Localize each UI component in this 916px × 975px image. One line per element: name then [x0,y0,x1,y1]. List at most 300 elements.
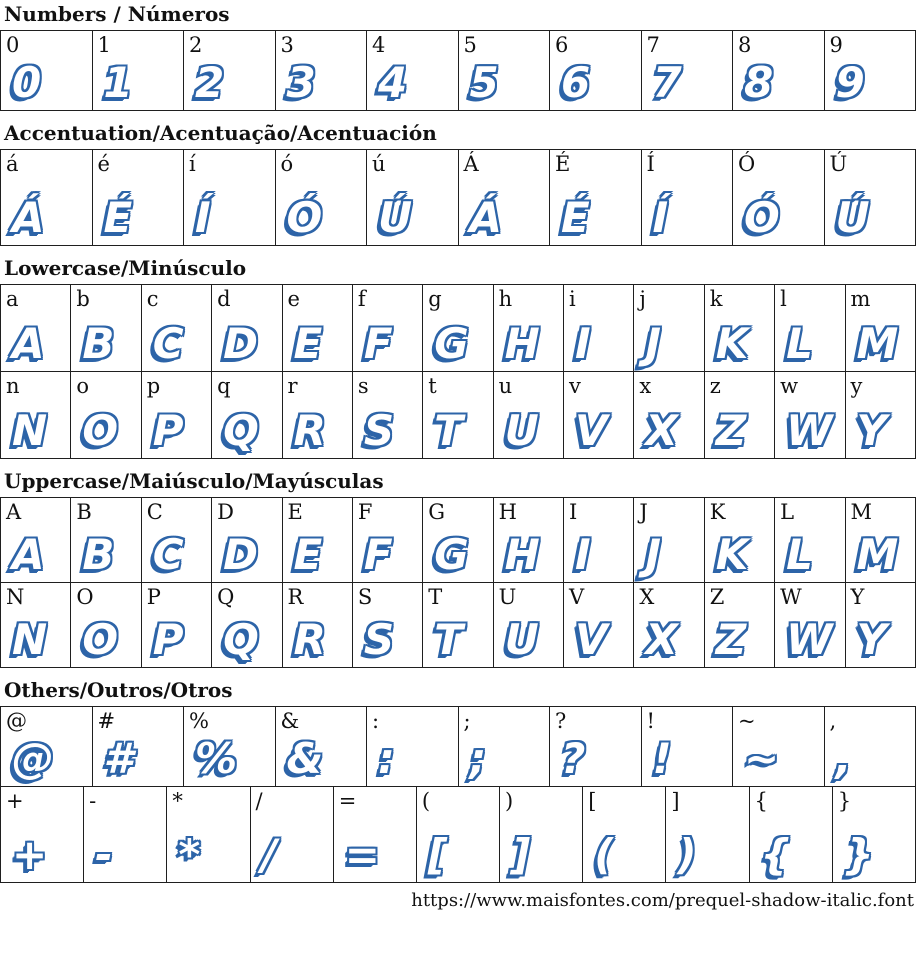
font-glyph: Á [469,193,503,243]
font-glyph: 2 [195,58,225,108]
font-glyph: J [645,530,662,580]
glyph-cell [641,31,733,111]
character-label: x [639,374,652,398]
font-glyph: % [195,734,238,784]
font-glyph: 8 [744,58,774,108]
glyph-cell [1,787,84,883]
character-label: c [146,287,159,311]
glyph-cell [550,31,642,111]
character-label: d [217,287,231,311]
glyph-cell [704,372,774,459]
font-glyph: ] [511,830,531,880]
section-lowercase [0,257,916,459]
character-label: i [569,287,576,311]
font-glyph: 7 [652,58,682,108]
glyph-cell [493,583,563,668]
glyph-cell [458,150,550,246]
font-glyph: A [12,319,45,369]
glyph-cell [733,150,825,246]
glyph-cell [458,31,550,111]
glyph-row [1,707,916,787]
glyph-cell [71,285,141,372]
glyph-cell [184,707,276,787]
glyph-cell-box [459,31,550,110]
glyph-cell-box [494,498,563,582]
font-glyph: É [561,193,590,243]
glyph-cell [416,787,499,883]
character-label: p [146,374,161,398]
section-title: Accentuation/Acentuação/Acentuación [4,121,437,145]
character-label: , [829,709,837,733]
font-glyph: W [786,406,833,456]
glyph-cell [564,583,634,668]
glyph-cell-box [705,498,774,582]
character-label: 3 [280,33,294,57]
character-label: ; [463,709,471,733]
character-label: + [6,789,24,813]
character-label: S [357,585,373,609]
font-glyph: G [434,530,469,580]
character-label: [ [588,789,597,813]
character-label: ) [505,789,514,813]
character-label: ~ [738,709,756,733]
glyph-cell [845,583,916,668]
font-glyph: L [786,319,813,369]
glyph-row [1,285,916,372]
character-label: L [780,500,795,524]
character-label: - [89,789,97,813]
glyph-cell [704,583,774,668]
glyph-cell-box [550,150,641,245]
glyph-cell-box [825,707,916,786]
glyph-cell [212,372,282,459]
character-label: Ú [829,152,848,176]
font-glyph: { [760,830,791,880]
glyph-cell [212,583,282,668]
font-glyph: ) [677,830,697,880]
font-glyph: C [152,530,184,580]
glyph-cell [423,285,493,372]
glyph-cell [1,372,71,459]
glyph-cell-box [84,787,166,882]
glyph-cell-box [642,707,733,786]
footer-url: https://www.maisfontes.com/prequel-shadow-italic.font [411,890,914,911]
glyph-row [1,498,916,583]
font-glyph: Í [195,193,211,243]
character-label: é [97,152,110,176]
glyph-cell-box [367,31,458,110]
glyph-cell-box [334,787,416,882]
font-glyph: H [504,530,540,580]
glyph-table [0,149,916,246]
glyph-cell-box [775,583,844,667]
font-glyph: C [152,319,184,369]
glyph-cell [775,498,845,583]
glyph-cell-box [71,285,140,371]
font-glyph: ( [594,830,614,880]
font-glyph: ? [561,734,586,784]
glyph-cell [845,285,916,372]
glyph-cell-box [367,707,458,786]
character-label: 8 [738,33,752,57]
character-label: a [6,287,19,311]
glyph-cell [641,150,733,246]
font-glyph: R [293,406,326,456]
glyph-cell [733,31,825,111]
font-glyph: # [103,734,133,784]
character-label: = [338,789,357,813]
glyph-cell [733,707,825,787]
glyph-table [0,786,916,883]
font-glyph: P [152,615,184,665]
glyph-cell-box [1,583,70,667]
glyph-cell-box [367,150,458,245]
font-glyph: : [378,734,395,784]
glyph-cell-box [833,787,915,882]
glyph-cell [493,498,563,583]
font-glyph: ~ [744,734,780,784]
glyph-cell [749,787,832,883]
glyph-row [1,150,916,246]
glyph-cell [845,498,916,583]
glyph-cell-box [494,583,563,667]
glyph-cell [184,150,276,246]
glyph-cell-box [1,707,92,786]
glyph-cell [493,285,563,372]
font-glyph: H [504,319,540,369]
character-label: 4 [372,33,386,57]
character-label: 1 [97,33,111,57]
glyph-cell-box [733,150,824,245]
glyph-cell-box [775,372,844,458]
font-glyph: K [715,530,749,580]
character-label: 0 [6,33,20,57]
glyph-cell-box [212,583,281,667]
font-glyph: P [152,406,184,456]
glyph-cell-box [846,285,916,371]
font-glyph: V [575,406,608,456]
character-label: Á [463,152,479,176]
font-glyph: - [95,830,113,880]
font-glyph: I [575,319,591,369]
glyph-cell [550,707,642,787]
glyph-cell-box [167,787,249,882]
font-glyph: T [434,615,463,665]
glyph-cell-box [634,285,703,371]
character-label: ? [555,709,567,733]
font-glyph: X [645,406,678,456]
glyph-cell [282,498,352,583]
glyph-cell [92,150,184,246]
glyph-cell [634,498,704,583]
font-glyph: 9 [835,58,865,108]
glyph-cell-box [283,583,352,667]
glyph-cell [423,372,493,459]
font-glyph: 0 [12,58,42,108]
glyph-cell-box [423,372,492,458]
glyph-cell [824,707,916,787]
glyph-cell [564,285,634,372]
glyph-cell [212,498,282,583]
character-label: @ [6,709,27,733]
glyph-cell-box [93,707,184,786]
font-glyph: [ [427,830,448,880]
character-label: % [189,709,209,733]
glyph-cell-box [846,583,916,667]
font-glyph: N [12,615,48,665]
character-label: ( [421,789,431,813]
glyph-cell [1,583,71,668]
glyph-cell-box [71,498,140,582]
glyph-cell-box [212,372,281,458]
character-label: 5 [463,33,477,57]
character-label: s [357,374,369,398]
glyph-cell [71,372,141,459]
glyph-cell-box [93,150,184,245]
font-glyph: Á [12,193,45,243]
font-glyph: K [715,319,749,369]
glyph-cell-box [846,372,916,458]
glyph-cell [275,707,367,787]
character-label: ó [280,152,294,176]
glyph-cell-box [705,372,774,458]
font-glyph: ; [469,734,487,784]
character-label: y [850,374,863,398]
specimen-sections [0,3,916,883]
glyph-cell-box [705,583,774,667]
glyph-cell-box [500,787,582,882]
character-label: b [76,287,90,311]
glyph-cell-box [71,372,140,458]
character-label: v [569,374,581,398]
glyph-cell [184,31,276,111]
glyph-cell [775,583,845,668]
font-glyph: R [293,615,326,665]
character-label: ú [372,152,386,176]
character-label: 6 [555,33,569,57]
glyph-cell [352,372,422,459]
character-label: Ó [738,152,756,176]
glyph-cell-box [642,31,733,110]
glyph-cell [458,707,550,787]
section-accentuation [0,122,916,246]
character-label: j [639,287,646,311]
font-glyph: Z [715,615,747,665]
character-label: w [780,374,799,398]
font-glyph: U [504,615,539,665]
glyph-cell [141,285,211,372]
glyph-cell-box [251,787,333,882]
font-glyph: Ó [286,193,323,243]
font-glyph: Q [223,615,259,665]
glyph-cell-box [583,787,665,882]
glyph-cell-box [423,498,492,582]
glyph-cell [845,372,916,459]
section-title: Uppercase/Maiúsculo/Mayúsculas [4,469,384,493]
glyph-cell-box [417,787,499,882]
character-label: O [76,585,94,609]
font-glyph: B [82,530,115,580]
glyph-cell [282,372,352,459]
glyph-cell-box [142,285,211,371]
font-glyph: T [434,406,463,456]
section-others [0,679,916,883]
glyph-cell-box [564,285,633,371]
glyph-row [1,583,916,668]
glyph-cell-box [184,707,275,786]
glyph-cell [333,787,416,883]
character-label: m [850,287,871,311]
character-label: l [780,287,787,311]
character-label: E [287,500,303,524]
font-glyph: 3 [286,58,316,108]
character-label: X [639,585,655,609]
character-label: z [709,374,721,398]
character-label: B [76,500,92,524]
glyph-cell-box [142,583,211,667]
glyph-row [1,787,916,883]
character-label: C [146,500,163,524]
glyph-cell-box [212,285,281,371]
font-glyph: L [786,530,813,580]
glyph-cell [367,150,459,246]
glyph-cell [367,31,459,111]
character-label: r [287,374,298,398]
glyph-cell-box [634,372,703,458]
glyph-cell [1,285,71,372]
glyph-cell [352,285,422,372]
glyph-cell [71,498,141,583]
glyph-cell-box [283,285,352,371]
glyph-cell [641,707,733,787]
font-glyph: 5 [469,58,499,108]
glyph-cell-box [1,372,70,458]
character-label: u [498,374,513,398]
font-glyph: Q [223,406,259,456]
glyph-cell [84,787,167,883]
character-label: T [428,585,443,609]
font-glyph: 1 [103,58,133,108]
glyph-cell [832,787,915,883]
font-glyph: S [363,615,395,665]
font-glyph: D [223,319,258,369]
glyph-cell-box [459,150,550,245]
font-glyph: Y [856,406,887,456]
font-glyph: D [223,530,258,580]
font-glyph: E [293,319,323,369]
glyph-cell-box [142,498,211,582]
character-label: k [709,287,723,311]
character-label: o [76,374,90,398]
glyph-cell-box [1,285,70,371]
character-label: / [255,789,263,813]
font-glyph: N [12,406,48,456]
glyph-cell [141,583,211,668]
character-label: g [428,287,442,311]
glyph-cell [141,372,211,459]
font-glyph: Ó [744,193,780,243]
character-label: F [357,500,373,524]
glyph-cell-box [666,787,748,882]
glyph-cell [634,372,704,459]
character-label: í [189,152,196,176]
font-glyph: U [504,406,539,456]
glyph-cell [824,31,916,111]
glyph-table [0,497,916,668]
character-label: : [372,709,380,733]
glyph-cell-box [733,707,824,786]
font-glyph: B [82,319,115,369]
character-label: U [498,585,517,609]
glyph-cell-box [184,31,275,110]
glyph-cell [775,372,845,459]
glyph-cell-box [71,583,140,667]
character-label: e [287,287,300,311]
glyph-cell [666,787,749,883]
font-glyph: F [363,530,393,580]
section-title: Lowercase/Minúsculo [4,256,247,280]
glyph-cell-box [750,787,832,882]
glyph-cell [1,498,71,583]
glyph-cell [275,31,367,111]
font-glyph: W [786,615,833,665]
glyph-cell-box [142,372,211,458]
glyph-cell [212,285,282,372]
glyph-cell-box [1,150,92,245]
font-glyph: I [575,530,591,580]
font-glyph: G [434,319,469,369]
character-label: 7 [646,33,660,57]
font-glyph: + [12,830,48,880]
font-glyph: É [103,193,133,243]
glyph-cell [775,285,845,372]
character-label: N [6,585,25,609]
glyph-cell-box [212,498,281,582]
glyph-cell-box [353,583,422,667]
character-label: I [569,500,578,524]
font-glyph: & [286,734,324,784]
glyph-cell-box [423,285,492,371]
glyph-cell-box [825,31,916,110]
character-label: G [428,500,446,524]
glyph-cell [704,285,774,372]
glyph-row [1,372,916,459]
glyph-cell-box [423,583,492,667]
character-label: 2 [189,33,203,57]
glyph-table [0,706,916,787]
character-label: ] [671,789,680,813]
character-label: # [97,709,116,733]
glyph-cell-box [564,372,633,458]
character-label: Í [646,152,655,176]
glyph-cell [282,583,352,668]
glyph-cell-box [1,31,92,110]
glyph-cell-box [276,707,367,786]
glyph-cell [282,285,352,372]
character-label: & [280,709,300,733]
glyph-table [0,30,916,111]
font-glyph: / [261,830,277,880]
character-label: V [569,585,585,609]
glyph-cell-box [276,150,367,245]
character-label: R [287,585,304,609]
glyph-cell [634,583,704,668]
font-glyph: M [856,530,899,580]
glyph-cell [423,583,493,668]
glyph-cell-box [353,498,422,582]
character-label: P [146,585,161,609]
glyph-cell [1,31,93,111]
